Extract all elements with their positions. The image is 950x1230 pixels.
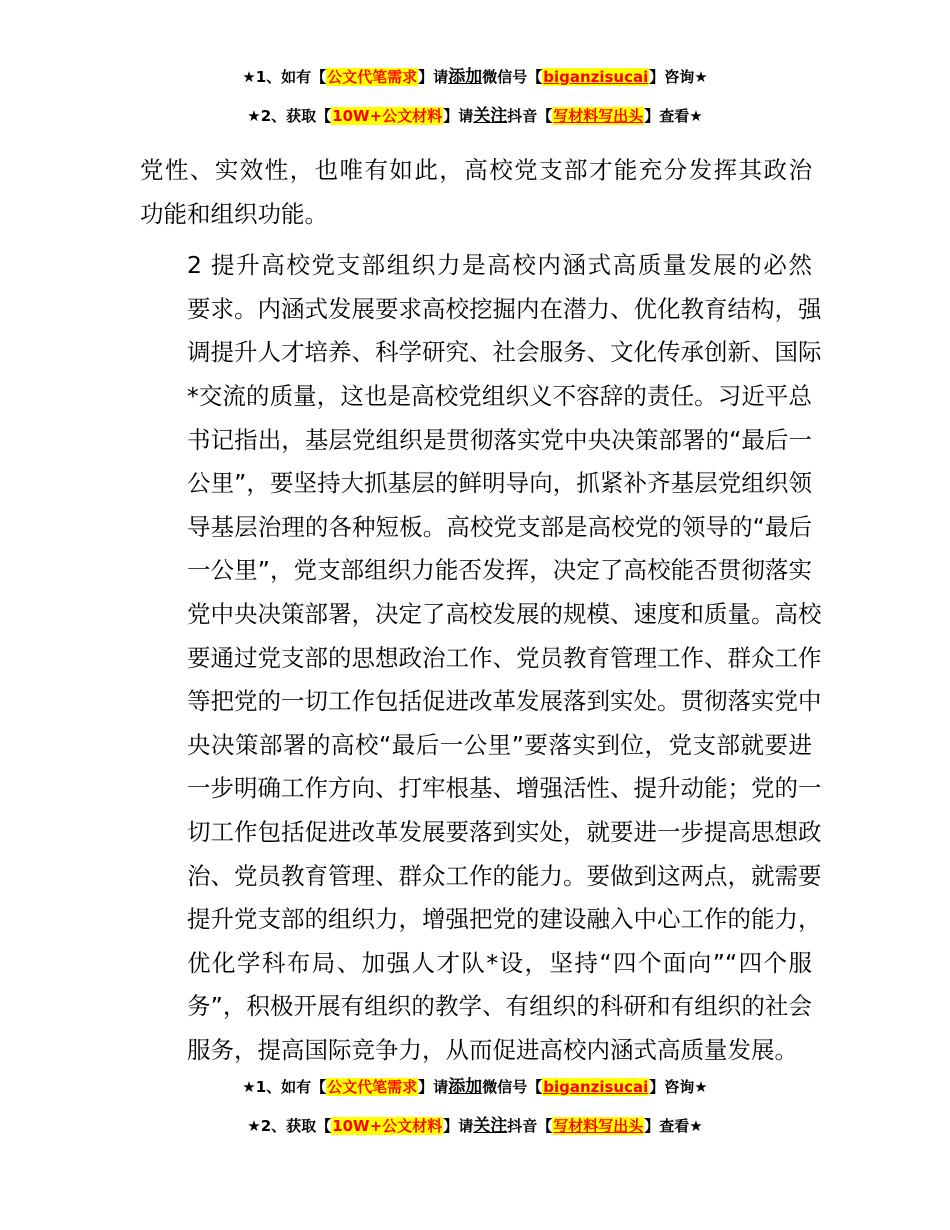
text-line: 提升党支部的组织力，增强把党的建设融入中心工作的能力， [187, 905, 822, 934]
highlight-service: 公文代笔需求 [327, 1078, 418, 1096]
text-line: 党中央决策部署，决定了高校发展的规模、速度和质量。高校 [187, 599, 822, 628]
banner-text: 】请 [443, 1117, 474, 1135]
text-line: 等把党的一切工作包括促进改革发展落到实处。贯彻落实党中 [187, 687, 822, 716]
banner-text: 微信号【 [482, 1078, 543, 1096]
text-line: 一步明确工作方向、打牢根基、增强活性、提升动能；党的一 [187, 774, 822, 803]
text-line: 导基层治理的各种短板。高校党支部是高校党的领导的“最后 [187, 512, 812, 541]
star-icon: ★ [689, 1117, 703, 1135]
banner-text: 】查看 [644, 107, 690, 125]
text-line: 要通过党支部的思想政治工作、党员教育管理工作、群众工作 [187, 643, 822, 672]
banner-text: 】查看 [644, 1117, 690, 1135]
text-line: 央决策部署的高校“最后一公里”要落实到位，党支部就要进 [187, 730, 812, 759]
paragraph-1 [140, 149, 812, 236]
text-line: 务”，积极开展有组织的教学、有组织的科研和有组织的社会 [187, 992, 812, 1021]
text-line: 书记指出，基层党组织是贯彻落实党中央决策部署的“最后一 [187, 425, 812, 454]
banner-text: 抖音【 [507, 107, 553, 125]
highlight-materials: 10W+公文材料 [332, 107, 443, 125]
paragraph-2 [140, 244, 822, 1072]
banner-text: 1、如有【 [255, 1078, 327, 1096]
banner-text: 微信号【 [482, 68, 543, 86]
star-icon: ★ [694, 1078, 708, 1096]
wechat-id[interactable]: biganzisucai [543, 1078, 649, 1096]
star-icon: ★ [689, 107, 703, 125]
banner-text: 抖音【 [507, 1117, 553, 1135]
star-icon: ★ [247, 107, 261, 125]
emphasis-follow: 关注 [473, 1116, 508, 1136]
star-icon: ★ [247, 1117, 261, 1135]
banner-text: 2、获取【 [260, 1117, 332, 1135]
banner-text: 】咨询 [649, 1078, 695, 1096]
text-line: 调提升人才培养、科学研究、社会服务、文化传承创新、国际 [187, 338, 822, 367]
banner-text: 2、获取【 [260, 107, 332, 125]
text-line: 要求。内涵式发展要求高校挖掘内在潜力、优化教育结构，强 [187, 294, 822, 323]
highlight-service: 公文代笔需求 [327, 68, 418, 86]
banner-text: 】请 [418, 1078, 449, 1096]
text-line: 公里”，要坚持大抓基层的鲜明导向，抓紧补齐基层党组织领 [187, 469, 812, 498]
banner-text: 】咨询 [649, 68, 695, 86]
top-banner-line-2 [0, 106, 950, 126]
douyin-account[interactable]: 写材料写出头 [553, 107, 644, 125]
text-line: 优化学科布局、加强人才队*设，坚持“四个面向”“四个服 [187, 948, 812, 977]
banner-text: 】请 [418, 68, 449, 86]
text-line: 治、党员教育管理、群众工作的能力。要做到这两点，就需要 [187, 861, 822, 890]
text-line: 切工作包括促进改革发展要落到实处，就要进一步提高思想政 [187, 817, 822, 846]
wechat-id[interactable]: biganzisucai [543, 68, 649, 86]
emphasis-add: 添加 [448, 67, 483, 87]
text-line: 党性、实效性，也唯有如此，高校党支部才能充分发挥其政治 [140, 156, 812, 184]
text-line: *交流的质量，这也是高校党组织义不容辞的责任。习近平总 [187, 381, 812, 410]
bottom-banner-line-2 [0, 1116, 950, 1136]
banner-text: 1、如有【 [255, 68, 327, 86]
emphasis-add: 添加 [448, 1077, 483, 1097]
banner-text: 】请 [443, 107, 474, 125]
bottom-banner-line-1 [0, 1077, 950, 1097]
emphasis-follow: 关注 [473, 106, 508, 126]
star-icon: ★ [694, 68, 708, 86]
star-icon: ★ [242, 1078, 256, 1096]
document-body [140, 149, 822, 1072]
text-line: 功能和组织功能。 [140, 199, 328, 228]
text-line: 服务，提高国际竞争力，从而促进高校内涵式高质量发展。 [187, 1035, 798, 1064]
top-banner-line-1 [0, 67, 950, 87]
star-icon: ★ [242, 68, 256, 86]
highlight-materials: 10W+公文材料 [332, 1117, 443, 1135]
text-line: 一公里”，党支部组织力能否发挥，决定了高校能否贯彻落实 [187, 556, 812, 585]
text-line: 2 提升高校党支部组织力是高校内涵式高质量发展的必然 [187, 251, 812, 280]
douyin-account[interactable]: 写材料写出头 [553, 1117, 644, 1135]
